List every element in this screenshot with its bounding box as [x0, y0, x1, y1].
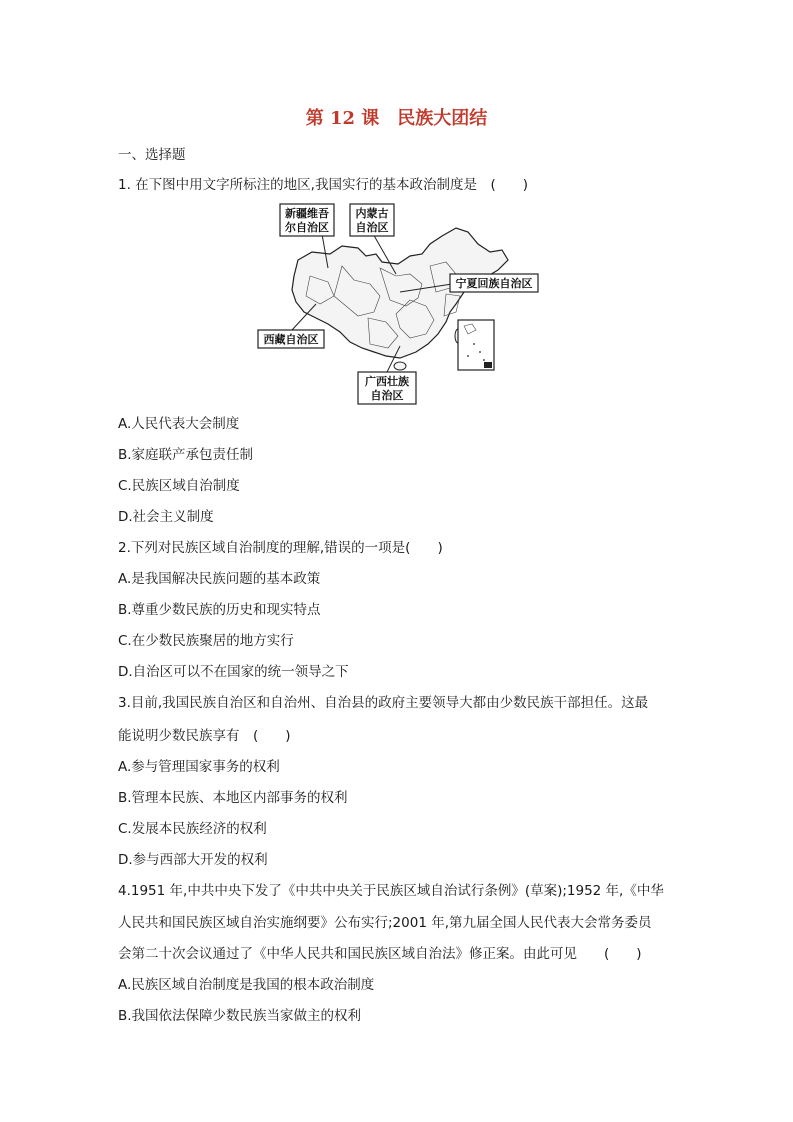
question-1-stem: 1. 在下图中用文字所标注的地区,我国实行的基本政治制度是 ( ) — [118, 177, 528, 193]
q3-option-b: B.管理本民族、本地区内部事务的权利 — [118, 790, 348, 806]
question-4-stem-line-3: 会第二十次会议通过了《中华人民共和国民族区域自治法》修正案。由此可见 ( ) — [118, 946, 642, 962]
svg-text:新疆维吾: 新疆维吾 — [285, 207, 329, 220]
q4-option-a: A.民族区域自治制度是我国的根本政治制度 — [118, 977, 375, 993]
q3-option-a: A.参与管理国家事务的权利 — [118, 759, 280, 775]
label-guangxi — [358, 372, 416, 404]
q2-option-c: C.在少数民族聚居的地方实行 — [118, 633, 294, 649]
q4-option-b: B.我国依法保障少数民族当家做主的权利 — [118, 1008, 362, 1024]
q3-option-c: C.发展本民族经济的权利 — [118, 821, 267, 837]
svg-text:自治区: 自治区 — [355, 221, 389, 234]
svg-text:广西壮族: 广西壮族 — [365, 375, 409, 388]
hainan-island — [394, 362, 406, 370]
svg-text:宁夏回族自治区: 宁夏回族自治区 — [455, 277, 533, 290]
question-3-stem-line-1: 3.目前,我国民族自治区和自治州、自治县的政府主要领导大都由少数民族干部担任。这最 — [118, 695, 649, 711]
svg-text:西藏自治区: 西藏自治区 — [263, 333, 319, 346]
label-neimenggu — [350, 204, 394, 236]
lesson-number: 第 12 课 — [305, 108, 380, 129]
svg-text:自治区: 自治区 — [370, 389, 404, 402]
question-4-stem-line-1: 4.1951 年,中共中央下发了《中共中央关于民族区域自治试行条例》(草案);1952 年,《中华 — [118, 883, 664, 899]
label-xizang — [258, 330, 324, 348]
question-3-stem-line-2: 能说明少数民族享有 ( ) — [118, 728, 291, 744]
svg-text:内蒙古: 内蒙古 — [355, 207, 389, 220]
label-ningxia — [450, 274, 538, 292]
svg-text:尔自治区: 尔自治区 — [285, 221, 329, 234]
q1-option-c: C.民族区域自治制度 — [118, 478, 240, 494]
q1-option-a: A.人民代表大会制度 — [118, 416, 240, 432]
q2-option-b: B.尊重少数民族的历史和现实特点 — [118, 602, 321, 618]
q1-option-d: D.社会主义制度 — [118, 509, 214, 525]
section-heading: 一、选择题 — [118, 147, 186, 163]
q2-option-a: A.是我国解决民族问题的基本政策 — [118, 571, 321, 587]
page-title — [0, 104, 793, 130]
lesson-name: 民族大团结 — [397, 108, 488, 129]
question-2-stem: 2.下列对民族区域自治制度的理解,错误的一项是( ) — [118, 540, 443, 556]
china-map-figure — [250, 196, 550, 410]
label-xinjiang — [280, 204, 334, 236]
question-4-stem-line-2: 人民共和国民族区域自治实施纲要》公布实行;2001 年,第九届全国人民代表大会常务委员 — [118, 915, 652, 931]
q3-option-d: D.参与西部大开发的权利 — [118, 852, 268, 868]
q1-option-b: B.家庭联产承包责任制 — [118, 447, 254, 463]
q2-option-d: D.自治区可以不在国家的统一领导之下 — [118, 664, 349, 680]
